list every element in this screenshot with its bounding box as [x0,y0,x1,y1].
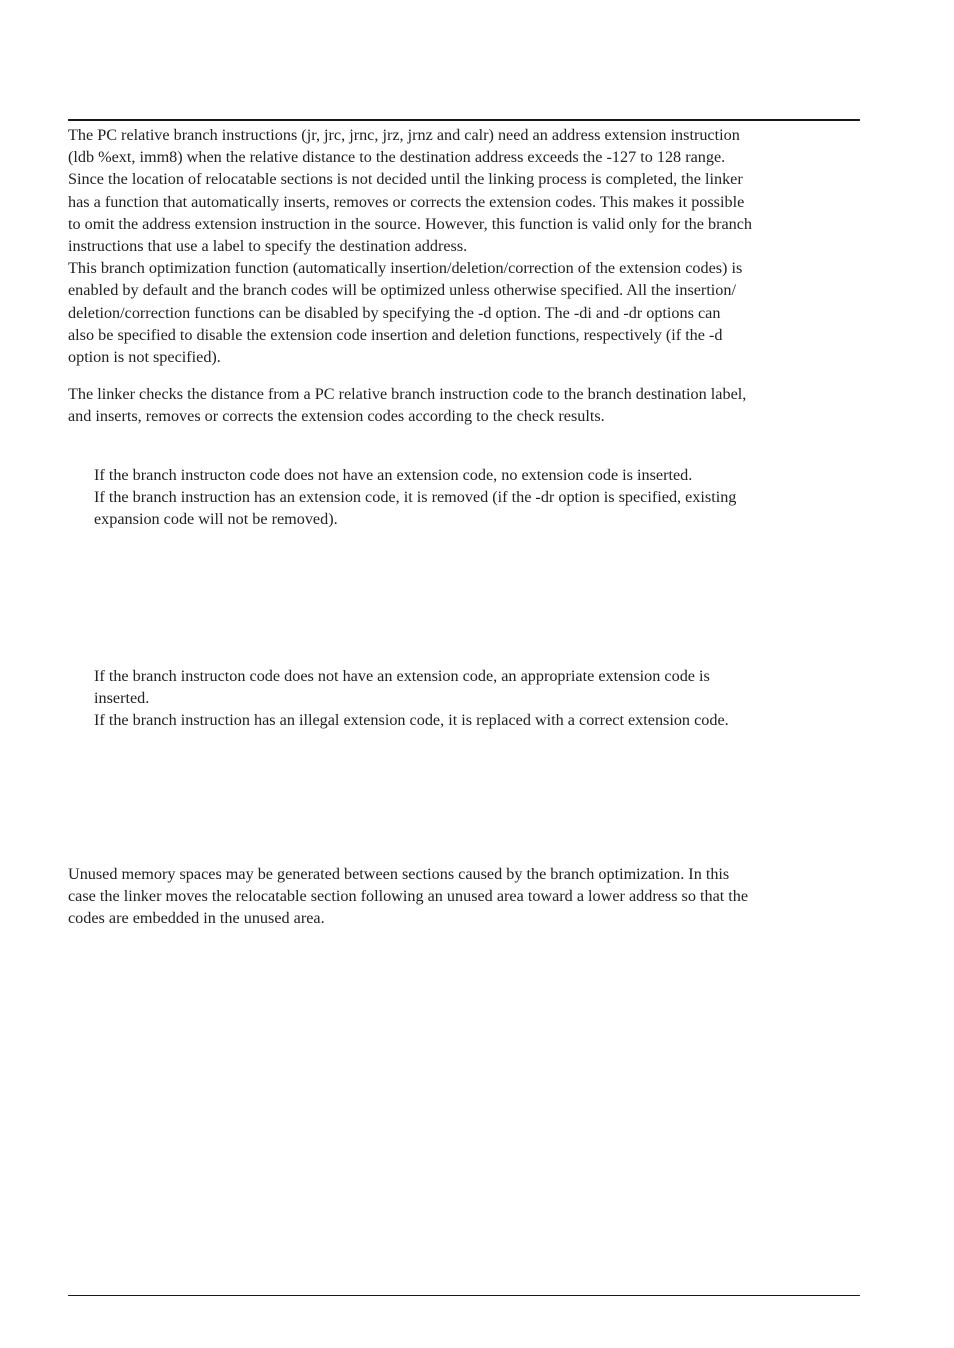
text-line: also be specified to disable the extension code insertion and deletion functions, respectively (if the -d [68,325,723,344]
text-line: If the branch instruction has an illegal extension code, it is replaced with a correct extension code. [94,711,729,730]
text-line: codes are embedded in the unused area. [68,909,325,928]
check-paragraph [68,383,860,427]
intro-paragraph [68,124,860,368]
in-range-case [94,464,860,531]
text-line: The linker checks the distance from a PC relative branch instruction code to the branch destination label, [68,385,747,403]
text-line: This branch optimization function (automatically insertion/deletion/correction of the extension codes) is [68,259,743,278]
text-line: and inserts, removes or corrects the extension codes according to the check results. [68,407,605,426]
text-line: enabled by default and the branch codes will be optimized unless otherwise specified. All the insertion/ [68,281,736,300]
out-of-range-case [94,665,860,732]
text-line: expansion code will not be removed). [94,510,338,529]
text-line: Unused memory spaces may be generated between sections caused by the branch optimization. In this [68,865,730,883]
text-line: has a function that automatically inserts, removes or corrects the extension codes. This makes it possible [68,192,745,211]
text-line: If the branch instructon code does not have an extension code, an appropriate extension code is [94,667,710,685]
text-line: option is not specified). [68,348,221,367]
text-line: deletion/correction functions can be disabled by specifying the -d option. The -di and -dr options can [68,303,721,322]
text-line: The PC relative branch instructions (jr, jrc, jrnc, jrz, jrnz and calr) need an address extension instruction [68,126,740,144]
text-line: Since the location of relocatable sections is not decided until the linking process is completed, the linker [68,170,743,189]
text-line: (ldb %ext, imm8) when the relative distance to the destination address exceeds the -127 to 128 range. [68,148,726,167]
text-line: to omit the address extension instruction in the source. However, this function is valid only for the branch [68,214,753,233]
text-line: case the linker moves the relocatable section following an unused area toward a lower address so that the [68,887,749,906]
unused-area-paragraph [68,863,860,930]
bottom-rule [68,1295,860,1296]
text-line: inserted. [94,689,150,708]
top-rule [68,119,860,121]
text-line: If the branch instructon code does not have an extension code, no extension code is inserted. [94,466,693,484]
text-line: If the branch instruction has an extension code, it is removed (if the -dr option is specified, existing [94,488,737,507]
text-line: instructions that use a label to specify the destination address. [68,237,468,256]
